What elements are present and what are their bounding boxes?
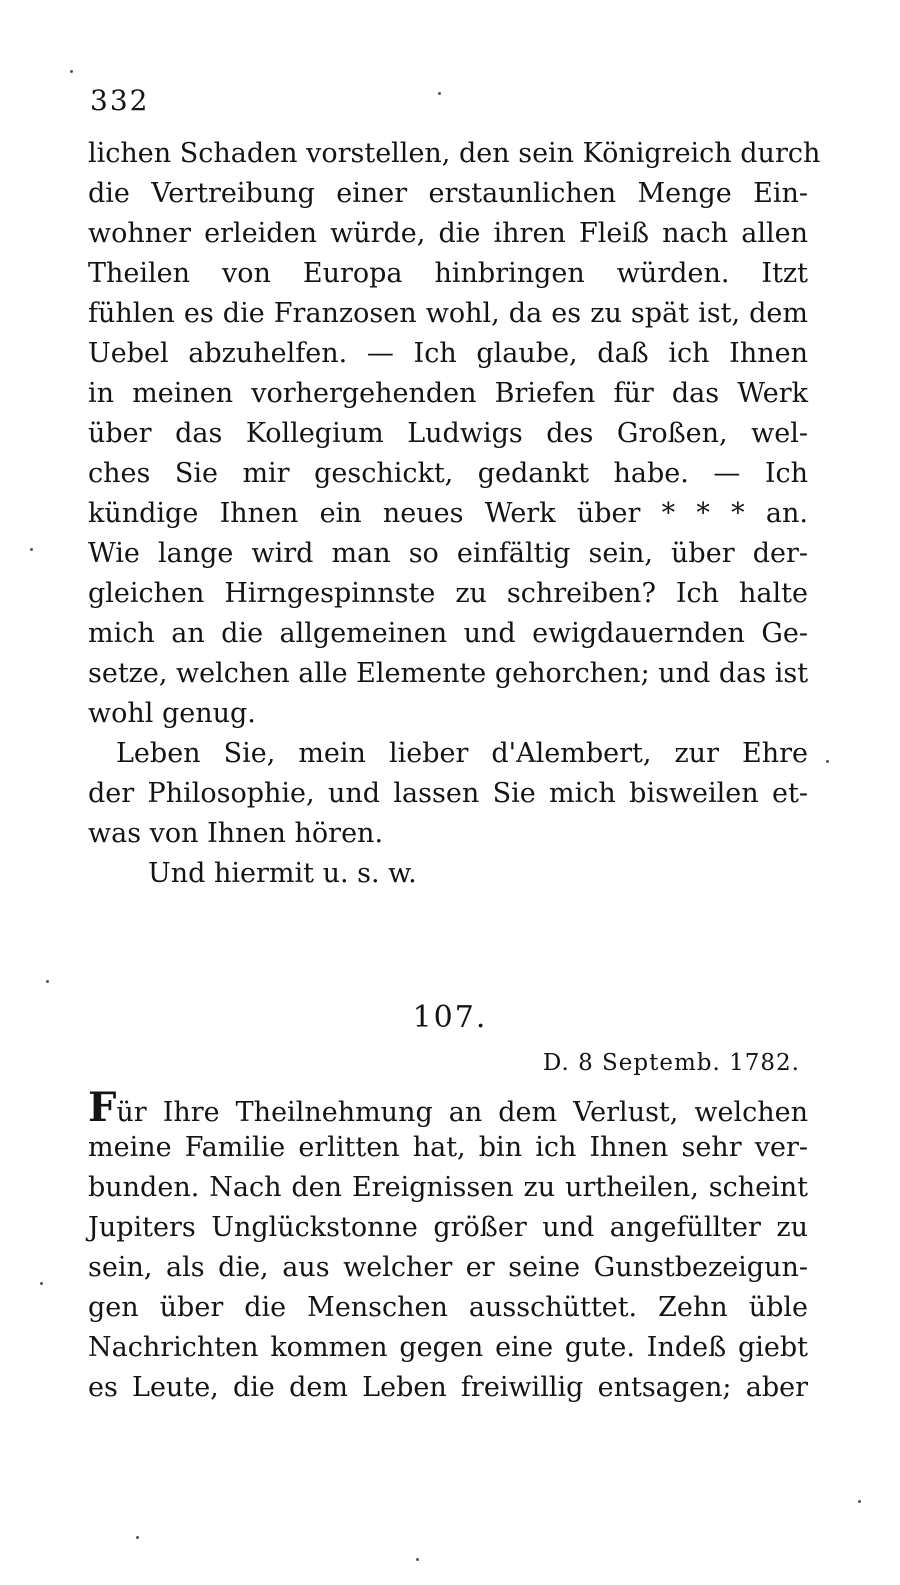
letter-number: 107. xyxy=(412,1000,488,1035)
text-line: ches Sie mir geschickt, gedankt habe. — Ich xyxy=(88,458,808,489)
text-line: Theilen von Europa hinbringen würden. Itzt xyxy=(88,258,808,289)
text-line: Uebel abzuhelfen. — Ich glaube, daß ich Ihnen xyxy=(88,338,808,369)
text-line: wohner erleiden würde, die ihren Fleiß nach allen xyxy=(88,218,808,249)
text-line: gen über die Menschen ausschüttet. Zehn üble xyxy=(88,1292,808,1323)
text-line: was von Ihnen hören. xyxy=(88,818,384,849)
page-number: 332 xyxy=(90,84,150,117)
closing-formula: Und hiermit u. s. w. xyxy=(148,858,417,889)
text-line: kündige Ihnen ein neues Werk über * * * an. xyxy=(88,498,808,529)
text-line: bunden. Nach den Ereignissen zu urtheilen, scheint xyxy=(88,1172,808,1203)
text-line: Jupiters Unglückstonne größer und angefüllter zu xyxy=(88,1212,808,1243)
paragraph-continuation xyxy=(88,134,821,894)
text-line: der Philosophie, und lassen Sie mich bisweilen et- xyxy=(88,778,808,809)
scan-speck xyxy=(70,70,73,73)
text-line: es Leute, die dem Leben freiwillig entsagen; aber xyxy=(88,1372,808,1403)
scan-speck xyxy=(46,980,49,983)
text-line: sein, als die, aus welcher er seine Gunstbezeigun- xyxy=(88,1252,808,1283)
text-line xyxy=(88,1084,808,1131)
text-line-rest: ür Ihre Theilnehmung an dem Verlust, welchen xyxy=(116,1097,808,1128)
scan-speck xyxy=(858,1500,861,1503)
text-line: mich an die allgemeinen und ewigdauernden Ge- xyxy=(88,618,808,649)
text-line: meine Familie erlitten hat, bin ich Ihnen sehr ver- xyxy=(88,1132,808,1163)
text-line: Wie lange wird man so einfältig sein, über der- xyxy=(88,538,808,569)
text-line: gleichen Hirngespinnste zu schreiben? Ich halte xyxy=(88,578,808,609)
scan-speck xyxy=(40,1282,43,1285)
text-line: lichen Schaden vorstellen, den sein Königreich durch xyxy=(88,138,821,169)
letter-dateline: D. 8 Septemb. 1782. xyxy=(542,1050,800,1076)
text-line: die Vertreibung einer erstaunlichen Menge Ein- xyxy=(88,178,808,209)
scan-speck xyxy=(30,548,33,551)
letter-body xyxy=(88,1084,808,1408)
text-line: wohl genug. xyxy=(88,698,256,729)
text-line: Leben Sie, mein lieber d'Alembert, zur Ehre xyxy=(116,738,808,769)
text-line: über das Kollegium Ludwigs des Großen, wel- xyxy=(88,418,808,449)
text-line: setze, welchen alle Elemente gehorchen; und das ist xyxy=(88,658,809,689)
drop-initial: F xyxy=(88,1084,117,1131)
text-line: fühlen es die Franzosen wohl, da es zu spät ist, dem xyxy=(88,298,808,329)
scan-speck xyxy=(136,1536,139,1539)
scan-speck xyxy=(416,1558,419,1561)
scan-speck xyxy=(826,760,829,763)
text-line: Nachrichten kommen gegen eine gute. Indeß giebt xyxy=(88,1332,808,1363)
scan-speck xyxy=(438,92,441,95)
text-line: in meinen vorhergehenden Briefen für das Werk xyxy=(88,378,808,409)
